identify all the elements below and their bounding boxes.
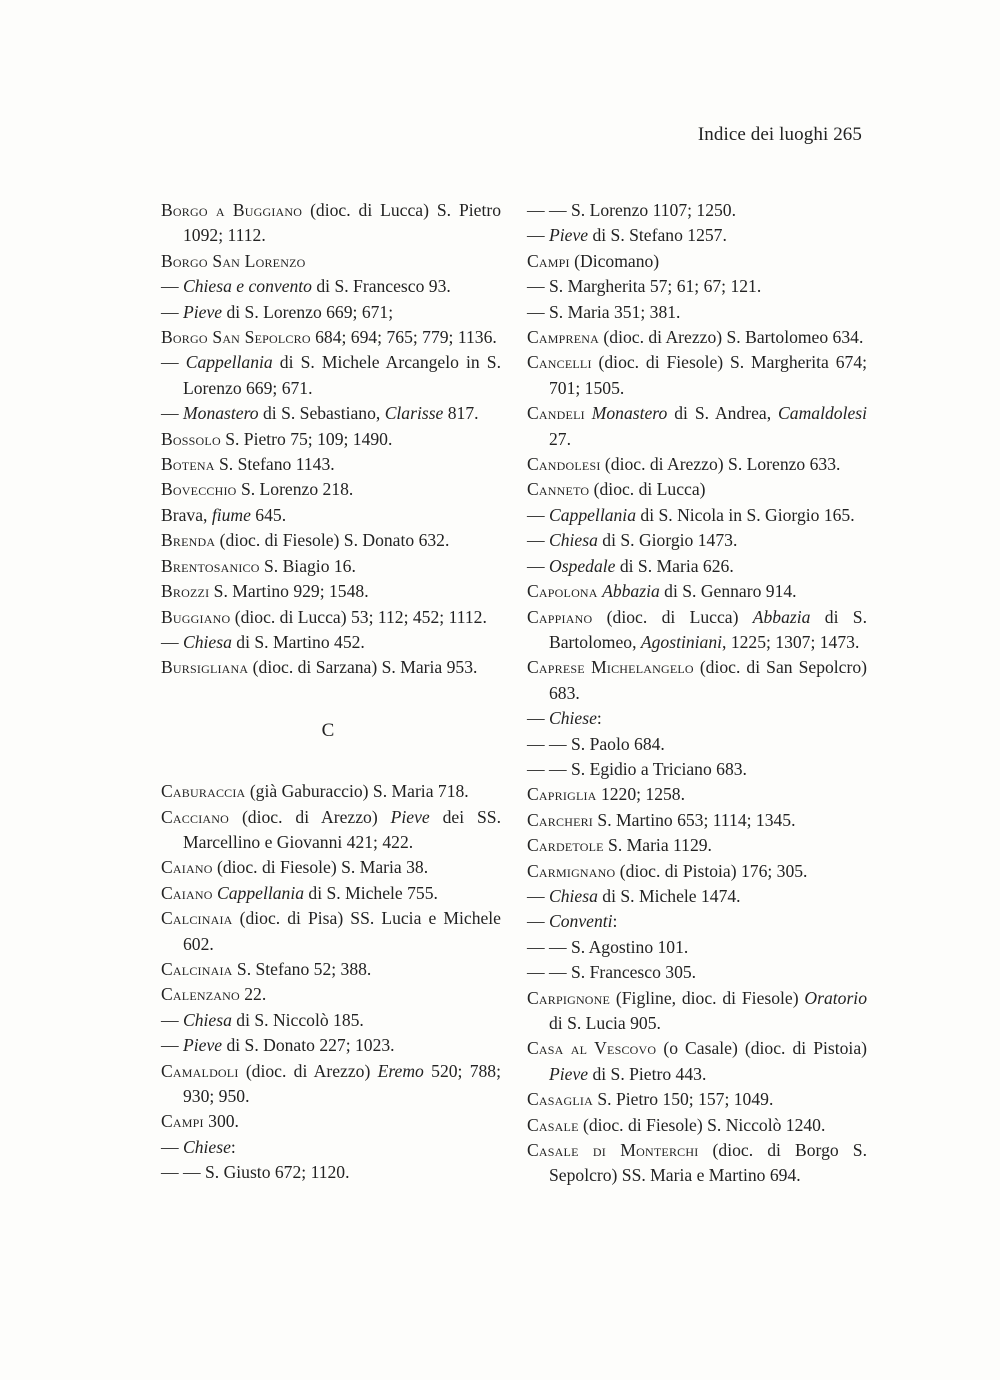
index-entry <box>527 300 867 325</box>
entry-text: di S. Michele 1474. <box>597 885 741 906</box>
place-name: Canneto <box>527 479 590 500</box>
place-type: Chiesa <box>549 885 598 906</box>
entry-text: di S. Nicola in S. Giorgio 165. <box>636 504 855 525</box>
entries-c-left <box>161 779 501 1186</box>
index-entry <box>161 427 501 452</box>
place-type: Chiesa <box>183 631 232 652</box>
entry-text: S. Pietro 150; 157; 1049. <box>593 1089 774 1110</box>
entry-text: — <box>161 403 183 424</box>
place-type: Pieve <box>390 806 430 827</box>
entry-text: di S. Bartolomeo, <box>549 606 867 652</box>
place-name: Campi <box>527 250 570 271</box>
index-entry <box>161 503 501 528</box>
entry-text: (dioc. di Fiesole) S. Donato 632. <box>215 530 450 551</box>
index-entry <box>527 1036 867 1087</box>
index-entry <box>527 655 867 706</box>
place-type: Chiese <box>549 708 597 729</box>
place-name: Borgo a Buggiano <box>161 200 303 220</box>
index-entry <box>527 732 867 757</box>
place-name: Caburaccia <box>161 781 246 802</box>
entry-text: 520; 788; 930; 950. <box>183 1060 501 1106</box>
place-name: Camprena <box>527 327 600 348</box>
entry-text: 684; 694; 765; 779; 1136. <box>310 327 497 348</box>
index-entry <box>527 528 867 553</box>
place-name: Botena <box>161 454 215 475</box>
entry-text: di S. Francesco 93. <box>311 276 451 297</box>
index-entry <box>161 1135 501 1160</box>
place-type: Pieve <box>183 1035 223 1056</box>
place-type: Chiesa <box>549 530 598 551</box>
entry-text: di S. Maria 626. <box>615 555 734 576</box>
entry-text: (dioc. di Pistoia) 176; 305. <box>615 860 808 881</box>
index-entry <box>161 350 501 401</box>
index-entry <box>161 325 501 350</box>
index-entry <box>161 1109 501 1134</box>
index-entry <box>527 325 867 350</box>
index-entry <box>161 1008 501 1033</box>
place-type: Monastero <box>591 403 668 424</box>
entry-text: 22. <box>239 984 267 1005</box>
entry-text: — — S. Paolo 684. <box>527 733 665 754</box>
index-entry <box>527 935 867 960</box>
index-entry <box>161 655 501 680</box>
place-name: Casale <box>527 1114 579 1135</box>
place-type: Abbazia <box>602 581 660 602</box>
entry-text: — <box>161 301 183 322</box>
index-entry <box>161 1033 501 1058</box>
entry-text: — <box>161 276 183 297</box>
place-type: Pieve <box>183 301 223 322</box>
entry-text: (dioc. di Fiesole) S. Maria 38. <box>212 857 429 878</box>
entry-text: (dioc. di Arezzo) <box>229 806 391 827</box>
entry-text: — <box>161 631 183 652</box>
entry-text: — <box>161 352 186 373</box>
index-entry <box>161 528 501 553</box>
entry-text: : <box>596 708 602 729</box>
place-type: Cappellania <box>185 352 273 373</box>
index-entry <box>161 957 501 982</box>
place-name: Carcheri <box>527 809 594 830</box>
entry-text: — — S. Francesco 305. <box>527 962 697 983</box>
entry-text: di S. Stefano 1257. <box>588 225 727 246</box>
place-name: Borgo San Sepolcro <box>161 327 311 348</box>
entry-text: di S. Michele 755. <box>304 882 438 903</box>
section-letter-c: C <box>321 719 335 741</box>
index-entry <box>161 579 501 604</box>
index-entry <box>161 982 501 1007</box>
index-entry <box>527 452 867 477</box>
entry-text: — <box>527 885 549 906</box>
index-entry <box>161 906 501 957</box>
place-type: Conventi <box>549 911 613 932</box>
entry-text: — — S. Egidio a Triciano 683. <box>527 758 747 779</box>
place-name: Capolona <box>527 581 598 602</box>
entry-text: di S. Lorenzo 669; 671; <box>222 301 394 322</box>
entry-text: — <box>527 530 549 551</box>
entry-text: di S. Martino 452. <box>231 631 365 652</box>
entry-text: di S. Andrea, <box>667 403 779 424</box>
index-entry <box>527 808 867 833</box>
entry-text: — S. Margherita 57; 61; 67; 121. <box>527 276 762 297</box>
entry-text: — <box>161 1136 183 1157</box>
index-entry <box>527 757 867 782</box>
entry-text: (dioc. di Fiesole) S. Margherita 674; 701; 1505. <box>549 352 867 398</box>
entry-text: S. Pietro 75; 109; 1490. <box>220 428 393 449</box>
index-entry <box>527 1138 867 1189</box>
entries-b <box>161 198 501 681</box>
index-entry <box>527 350 867 401</box>
entry-text: — S. Maria 351; 381. <box>527 301 681 322</box>
index-entry <box>161 477 501 502</box>
place-name: Bovecchio <box>161 479 237 500</box>
entry-text: — <box>527 911 549 932</box>
entry-text: (dioc. di Borgo S. Sepolcro) SS. Maria e Martino 694. <box>549 1140 867 1186</box>
entry-text: (dioc. di Lucca) <box>592 606 753 627</box>
index-entry <box>527 249 867 274</box>
place-name: Brenda <box>161 530 216 551</box>
place-type: Chiesa e convento <box>183 276 312 297</box>
entry-text: di S. Michele Arcangelo in S. Lorenzo 669; 671. <box>183 352 501 398</box>
index-entry <box>161 249 501 274</box>
place-name: Cacciano <box>161 806 230 827</box>
index-entry <box>161 605 501 630</box>
index-entry <box>527 503 867 528</box>
index-column-left <box>161 198 501 1186</box>
index-entry <box>161 779 501 804</box>
place-name: Buggiano <box>161 606 231 627</box>
entry-text: — <box>527 225 549 246</box>
entry-text: — <box>161 1009 183 1030</box>
entry-text: (dioc. di San Sepolcro) 683. <box>549 657 867 703</box>
entry-text: di S. Niccolò 185. <box>231 1009 364 1030</box>
place-type: Pieve <box>549 225 589 246</box>
index-entry <box>161 554 501 579</box>
place-name: Calenzano <box>161 984 240 1005</box>
place-type: Agostiniani <box>640 631 723 652</box>
index-entry <box>527 960 867 985</box>
index-entry <box>161 401 501 426</box>
place-type: Ospedale <box>549 555 616 576</box>
entry-text: S. Biagio 16. <box>259 555 356 576</box>
entry-text: (Figline, dioc. di Fiesole) <box>610 987 805 1008</box>
index-entry <box>161 1059 501 1110</box>
place-name: Casaglia <box>527 1089 593 1110</box>
entry-text: — — S. Lorenzo 1107; 1250. <box>527 200 736 220</box>
entry-text: S. Martino 653; 1114; 1345. <box>593 809 796 830</box>
entry-text: di S. Donato 227; 1023. <box>222 1035 395 1056</box>
index-entry <box>527 1087 867 1112</box>
index-entry <box>527 706 867 731</box>
entry-text: — — S. Agostino 101. <box>527 936 689 957</box>
entry-text: — <box>527 708 549 729</box>
entry-text: dei SS. Marcellino e Giovanni 421; 422. <box>183 806 501 852</box>
entry-text: di S. Lucia 905. <box>549 1013 661 1033</box>
entry-text: (dioc. di Sarzana) S. Maria 953. <box>248 657 478 678</box>
entry-text: : <box>612 911 618 932</box>
page-number: 265 <box>833 124 862 145</box>
place-type: Eremo <box>377 1060 424 1081</box>
entry-text <box>585 403 592 423</box>
place-name: Brozzi <box>161 581 210 602</box>
place-name: Bossolo <box>161 428 221 449</box>
place-name: Casa al Vescovo <box>527 1038 657 1059</box>
entry-text: (dioc. di Pisa) SS. Lucia e Michele 602. <box>183 908 501 954</box>
place-name: Carmignano <box>527 860 616 881</box>
place-type: Camaldolesi <box>778 403 867 424</box>
index-entry <box>527 198 867 223</box>
entry-text: (già Gaburaccio) S. Maria 718. <box>245 781 469 802</box>
place-type: Oratorio <box>804 987 867 1008</box>
entry-text: (dioc. di Arezzo) S. Bartolomeo 634. <box>599 327 864 348</box>
place-type: Clarisse <box>384 403 444 424</box>
entry-text: (dioc. di Fiesole) S. Niccolò 1240. <box>578 1114 826 1135</box>
entry-text: (dioc. di Arezzo) S. Lorenzo 633. <box>600 454 841 475</box>
entries-c-right <box>527 198 867 1189</box>
running-header <box>698 124 862 146</box>
entry-text: (dioc. di Lucca) <box>589 479 706 500</box>
index-column-right <box>527 198 867 1189</box>
place-type: Abbazia <box>752 606 811 627</box>
index-entry <box>161 300 501 325</box>
index-entry <box>527 782 867 807</box>
place-type: Chiese <box>183 1136 231 1157</box>
index-entry <box>527 986 867 1037</box>
place-type: fiume <box>211 504 251 525</box>
entry-text: : <box>230 1136 236 1157</box>
place-type: Cappellania <box>217 882 305 903</box>
place-name: Cappiano <box>527 606 593 627</box>
entry-text: — <box>527 504 549 525</box>
index-entry <box>527 909 867 934</box>
place-name: Borgo San Lorenzo <box>161 250 306 271</box>
index-entry <box>161 630 501 655</box>
place-name: Cancelli <box>527 352 592 373</box>
entry-text: 817. <box>443 403 479 424</box>
place-name: Caiano <box>161 857 213 878</box>
entry-text: S. Martino 929; 1548. <box>209 581 369 602</box>
place-name: Calcinaia <box>161 958 233 979</box>
place-type: Monastero <box>183 403 259 424</box>
place-type: Pieve <box>549 1063 589 1084</box>
index-entry <box>527 884 867 909</box>
entry-text: S. Stefano 1143. <box>214 454 335 475</box>
index-entry <box>161 805 501 856</box>
index-entry <box>527 605 867 656</box>
entry-text: di S. Pietro 443. <box>588 1063 707 1084</box>
place-name: Caprese Michelangelo <box>527 657 694 678</box>
index-entry <box>161 198 501 249</box>
place-name: Campi <box>161 1111 204 1132</box>
index-entry <box>161 881 501 906</box>
place-name: Camaldoli <box>161 1060 239 1081</box>
place-name: Candeli <box>527 403 585 424</box>
place-name: Bursigliana <box>161 657 249 678</box>
index-entry <box>527 477 867 502</box>
index-entry <box>527 401 867 452</box>
index-entry <box>161 1160 501 1185</box>
entry-text: (dioc. di Lucca) 53; 112; 452; 1112. <box>230 606 487 627</box>
entry-text: 645. <box>250 504 287 525</box>
index-entry <box>161 855 501 880</box>
entry-text: S. Lorenzo 218. <box>236 479 354 500</box>
entry-text: S. Maria 1129. <box>603 835 712 856</box>
place-name: Carpignone <box>527 987 611 1008</box>
index-entry <box>527 579 867 604</box>
entry-text: di S. Gennaro 914. <box>659 581 797 602</box>
place-name: Candolesi <box>527 454 601 475</box>
place-type: Cappellania <box>549 504 636 525</box>
entry-text: Brava, <box>161 504 212 525</box>
index-entry <box>527 1113 867 1138</box>
entry-text: 300. <box>203 1111 239 1132</box>
place-name: Capriglia <box>527 784 597 805</box>
entry-text: (dioc. di Lucca) S. Pietro 1092; 1112. <box>183 200 501 246</box>
entry-text: (dioc. di Arezzo) <box>238 1060 378 1081</box>
index-entry <box>527 274 867 299</box>
entry-text: di S. Giorgio 1473. <box>597 530 738 551</box>
entry-text: 1220; 1258. <box>596 784 686 805</box>
place-name: Calcinaia <box>161 908 233 929</box>
place-type: Chiesa <box>183 1009 232 1030</box>
entry-text: 27. <box>549 428 571 449</box>
entry-text: , 1225; 1307; 1473. <box>722 631 860 652</box>
index-entry <box>527 223 867 248</box>
entry-text: — <box>527 555 549 576</box>
entry-text: — <box>161 1035 183 1056</box>
index-entry <box>527 833 867 858</box>
index-entry <box>161 452 501 477</box>
entry-text: (Dicomano) <box>569 250 660 271</box>
entry-text: di S. Sebastiano, <box>258 403 385 424</box>
entry-text: S. Stefano 52; 388. <box>232 958 372 979</box>
index-entry <box>161 274 501 299</box>
place-name: Casale di Monterchi <box>527 1140 699 1161</box>
place-name: Brentosanico <box>161 555 260 576</box>
entry-text: (o Casale) (dioc. di Pistoia) <box>656 1038 867 1059</box>
place-name: Caiano <box>161 882 213 903</box>
header-title: Indice dei luoghi <box>697 124 829 145</box>
place-name: Cardetole <box>527 835 604 856</box>
index-entry <box>527 859 867 884</box>
index-entry <box>527 554 867 579</box>
entry-text: — — S. Giusto 672; 1120. <box>161 1162 350 1183</box>
